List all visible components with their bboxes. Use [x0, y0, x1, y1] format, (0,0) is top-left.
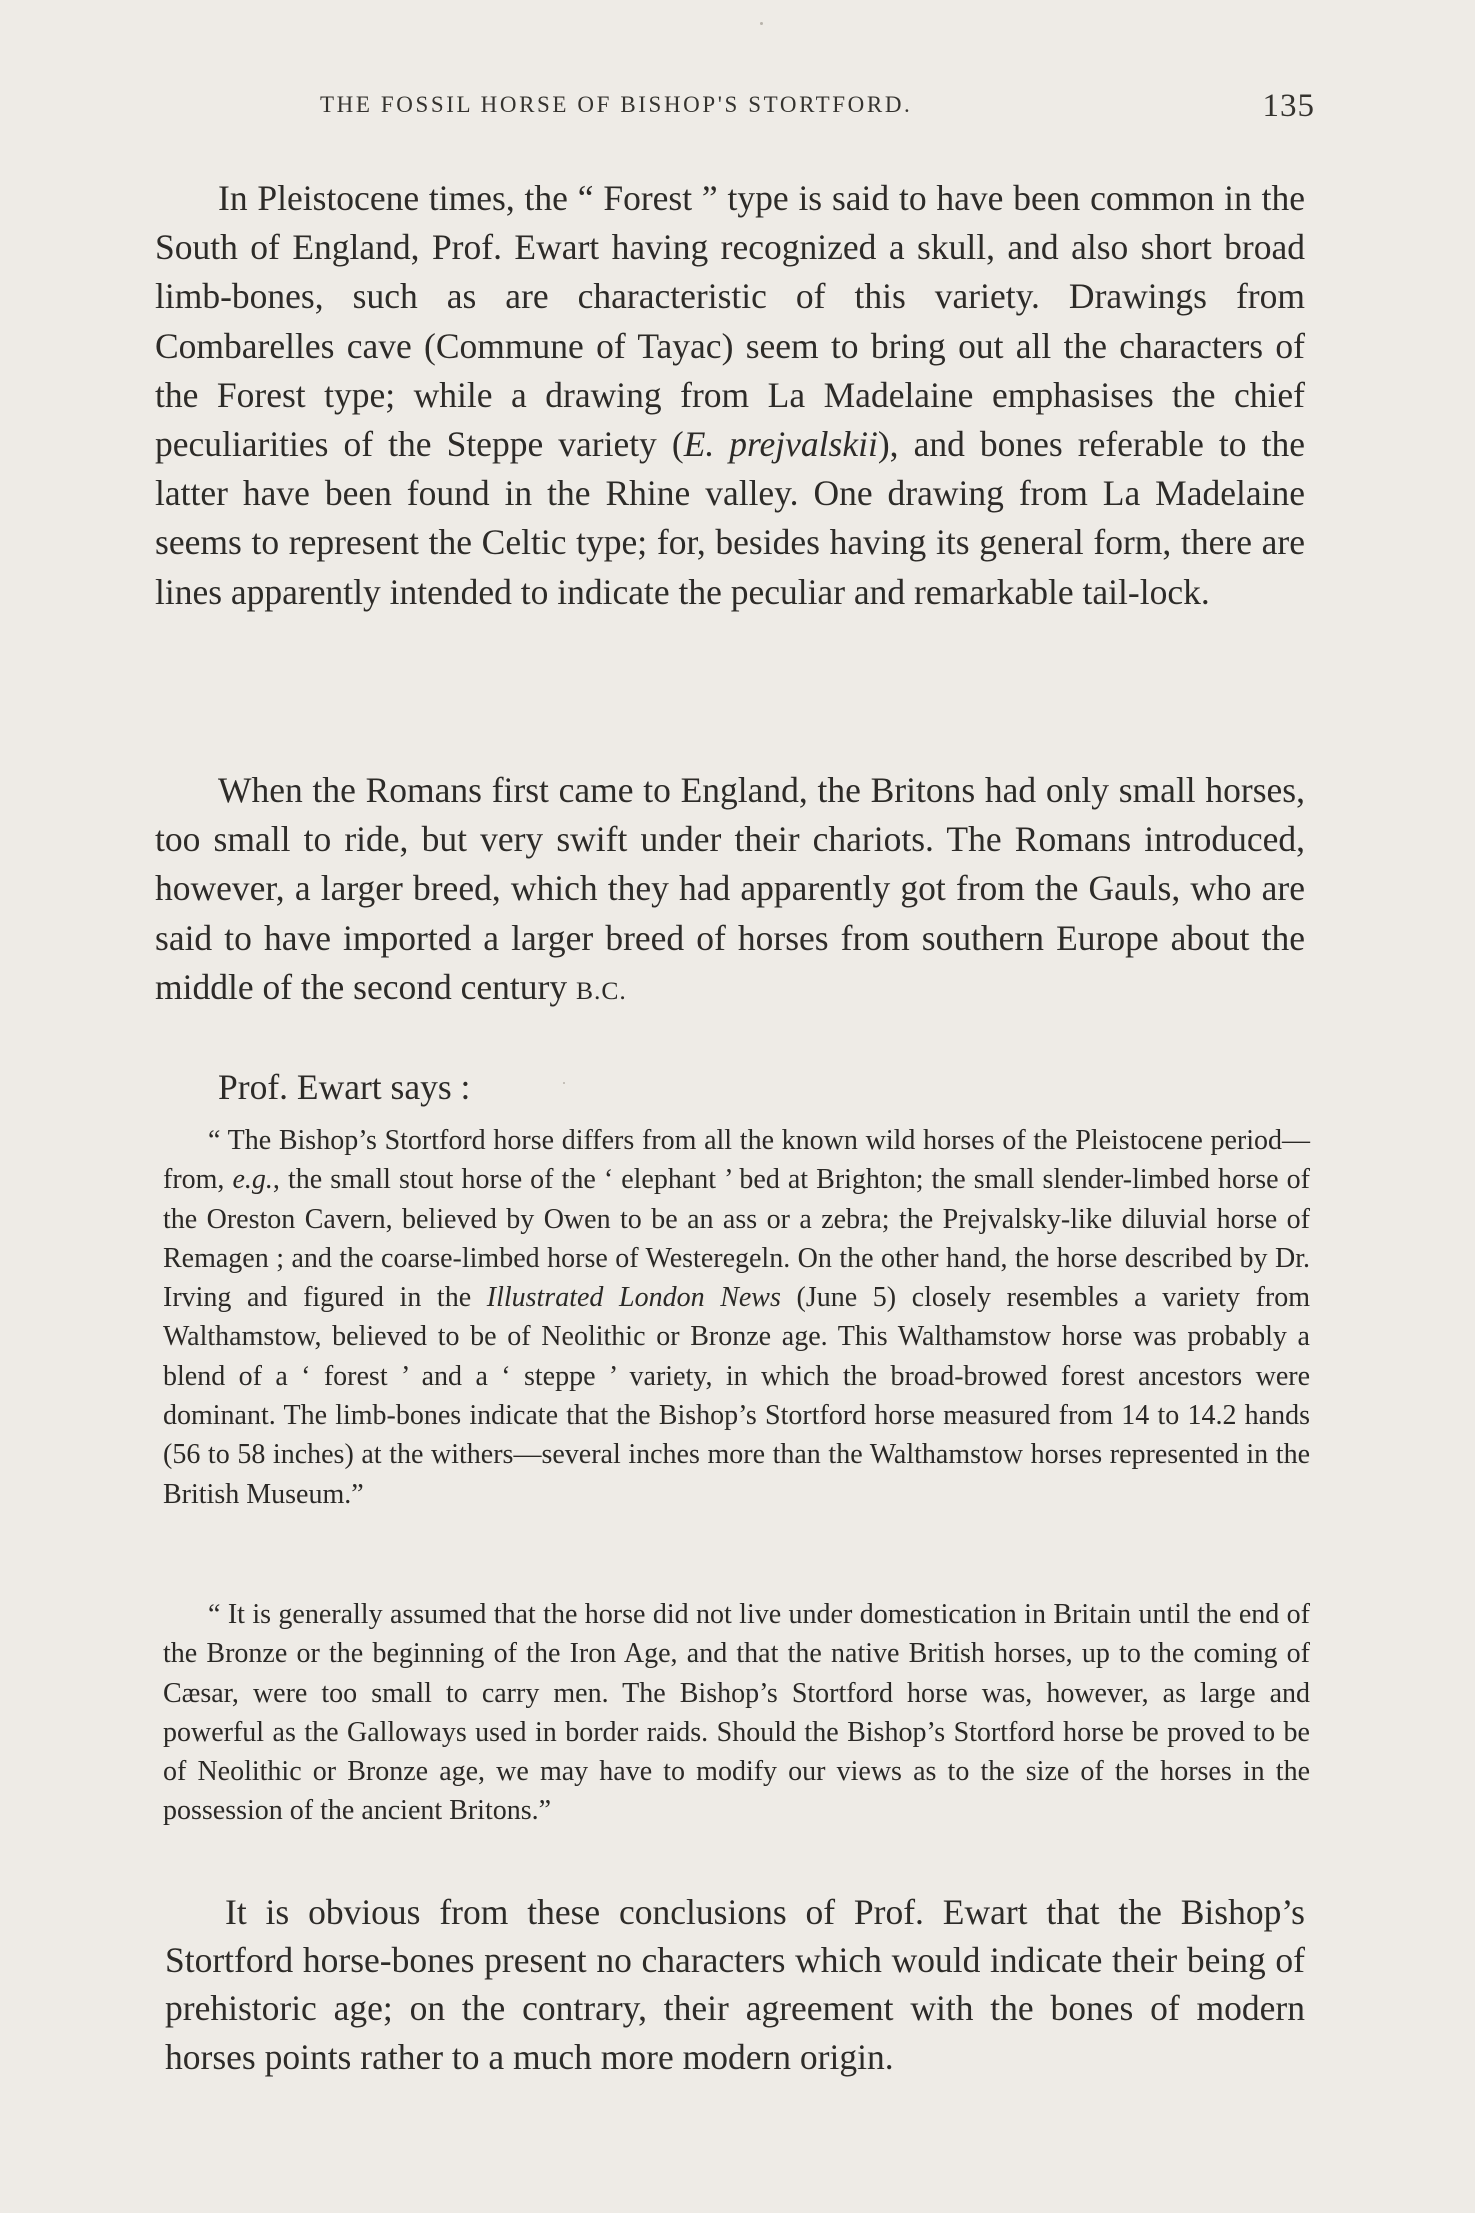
- species-name: E. prejvalskii: [683, 424, 878, 465]
- forest-type-paragraph: [155, 174, 1305, 617]
- quote-block-second: [163, 1595, 1310, 1831]
- quote-first-part1: “ The Bishop’s Stortford horse differs from all the known wild horses of the Pleistocene period—from,: [163, 1125, 1310, 1196]
- romans-text: When the Romans first came to England, the Britons had only small horses, too small to ride, but very swift under their chariots. The Romans introduced, however, a larger breed, which they had apparently got from the Gauls, who are said to have imported a larger breed of horses from southern Europe about the middle of the second century: [155, 770, 1305, 1007]
- quote-first-part3: (June 5) closely resembles a variety from Walthamstow, believed to be of Neolithic or Bronze age. This Walthamstow horse was probably a blend of a ‘ forest ’ and a ‘ steppe ’ variety, in which the broad-browed forest ancestors were dominant. The limb-bones indicate that the Bishop’s Stortford horse measured from 14 to 14.2 hands (56 to 58 inches) at the withers—several inches more than the Walthamstow horses represented in the British Museum.”: [163, 1282, 1310, 1510]
- paper-speck: [760, 22, 763, 25]
- quote-first-part2: , the small stout horse of the ‘ elephant ’ bed at Brighton; the small slender-limbed horse of the Oreston Cavern, believed by Owen to be an ass or a zebra; the Prejvalsky-like diluvial horse of Remagen ; and the coarse-limbed horse of Westeregeln. On the other hand, the horse described by Dr. Irving and figured in the: [163, 1164, 1310, 1314]
- quote-first-eg: e.g.: [232, 1164, 273, 1196]
- paper-speck: [563, 1082, 565, 1084]
- conclusion-paragraph: It is obvious from these conclusions of Prof. Ewart that the Bishop’s Stortford horse-bones present no characters which would indicate their being of prehistoric age; on the contrary, their agreement with the bones of modern horses points rather to a much more modern origin.: [165, 1892, 1305, 2077]
- paragraph-forest-type: [155, 174, 1305, 617]
- forest-type-text-start: In Pleistocene times, the “ Forest ” type is said to have been common in the South of England, Prof. Ewart having recognized a skull, and also short broad limb-bones, such as are characteristic of this variety. Drawings from Combarelles cave (Commune of Tayac) seem to bring out all the characters of the Forest type; while a drawing from La Madelaine emphasises the chief peculiarities of the Steppe variety (: [155, 178, 1305, 465]
- quote-first-paragraph: [163, 1121, 1310, 1514]
- page-number: 135: [1262, 88, 1315, 124]
- ewart-says-line: Prof. Ewart says :: [218, 1067, 471, 1107]
- running-title: THE FOSSIL HORSE OF BISHOP'S STORTFORD.: [320, 92, 913, 117]
- running-head: [155, 88, 1315, 132]
- quote-block-first: [163, 1121, 1310, 1514]
- publication-title: Illustrated London News: [486, 1282, 781, 1314]
- paragraph-romans: [155, 766, 1305, 1015]
- romans-paragraph: [155, 766, 1305, 1015]
- paragraph-conclusion: [165, 1888, 1305, 2081]
- era-abbreviation: B.C.: [575, 975, 627, 1005]
- forest-type-text-end: ), and bones referable to the latter have been found in the Rhine valley. One drawing from La Madelaine seems to represent the Celtic type; for, besides having its general form, there are lines apparently intended to indicate the peculiar and remarkable tail-lock.: [155, 424, 1305, 612]
- quote-second-paragraph: “ It is generally assumed that the horse did not live under domestication in Britain until the end of the Bronze or the beginning of the Iron Age, and that the native British horses, up to the coming of Cæsar, were too small to carry men. The Bishop’s Stortford horse was, however, as large and powerful as the Galloways used in border raids. Should the Bishop’s Stortford horse be proved to be of Neolithic or Bronze age, we may have to modify our views as to the size of the horses in the possession of the ancient Britons.”: [163, 1599, 1310, 1827]
